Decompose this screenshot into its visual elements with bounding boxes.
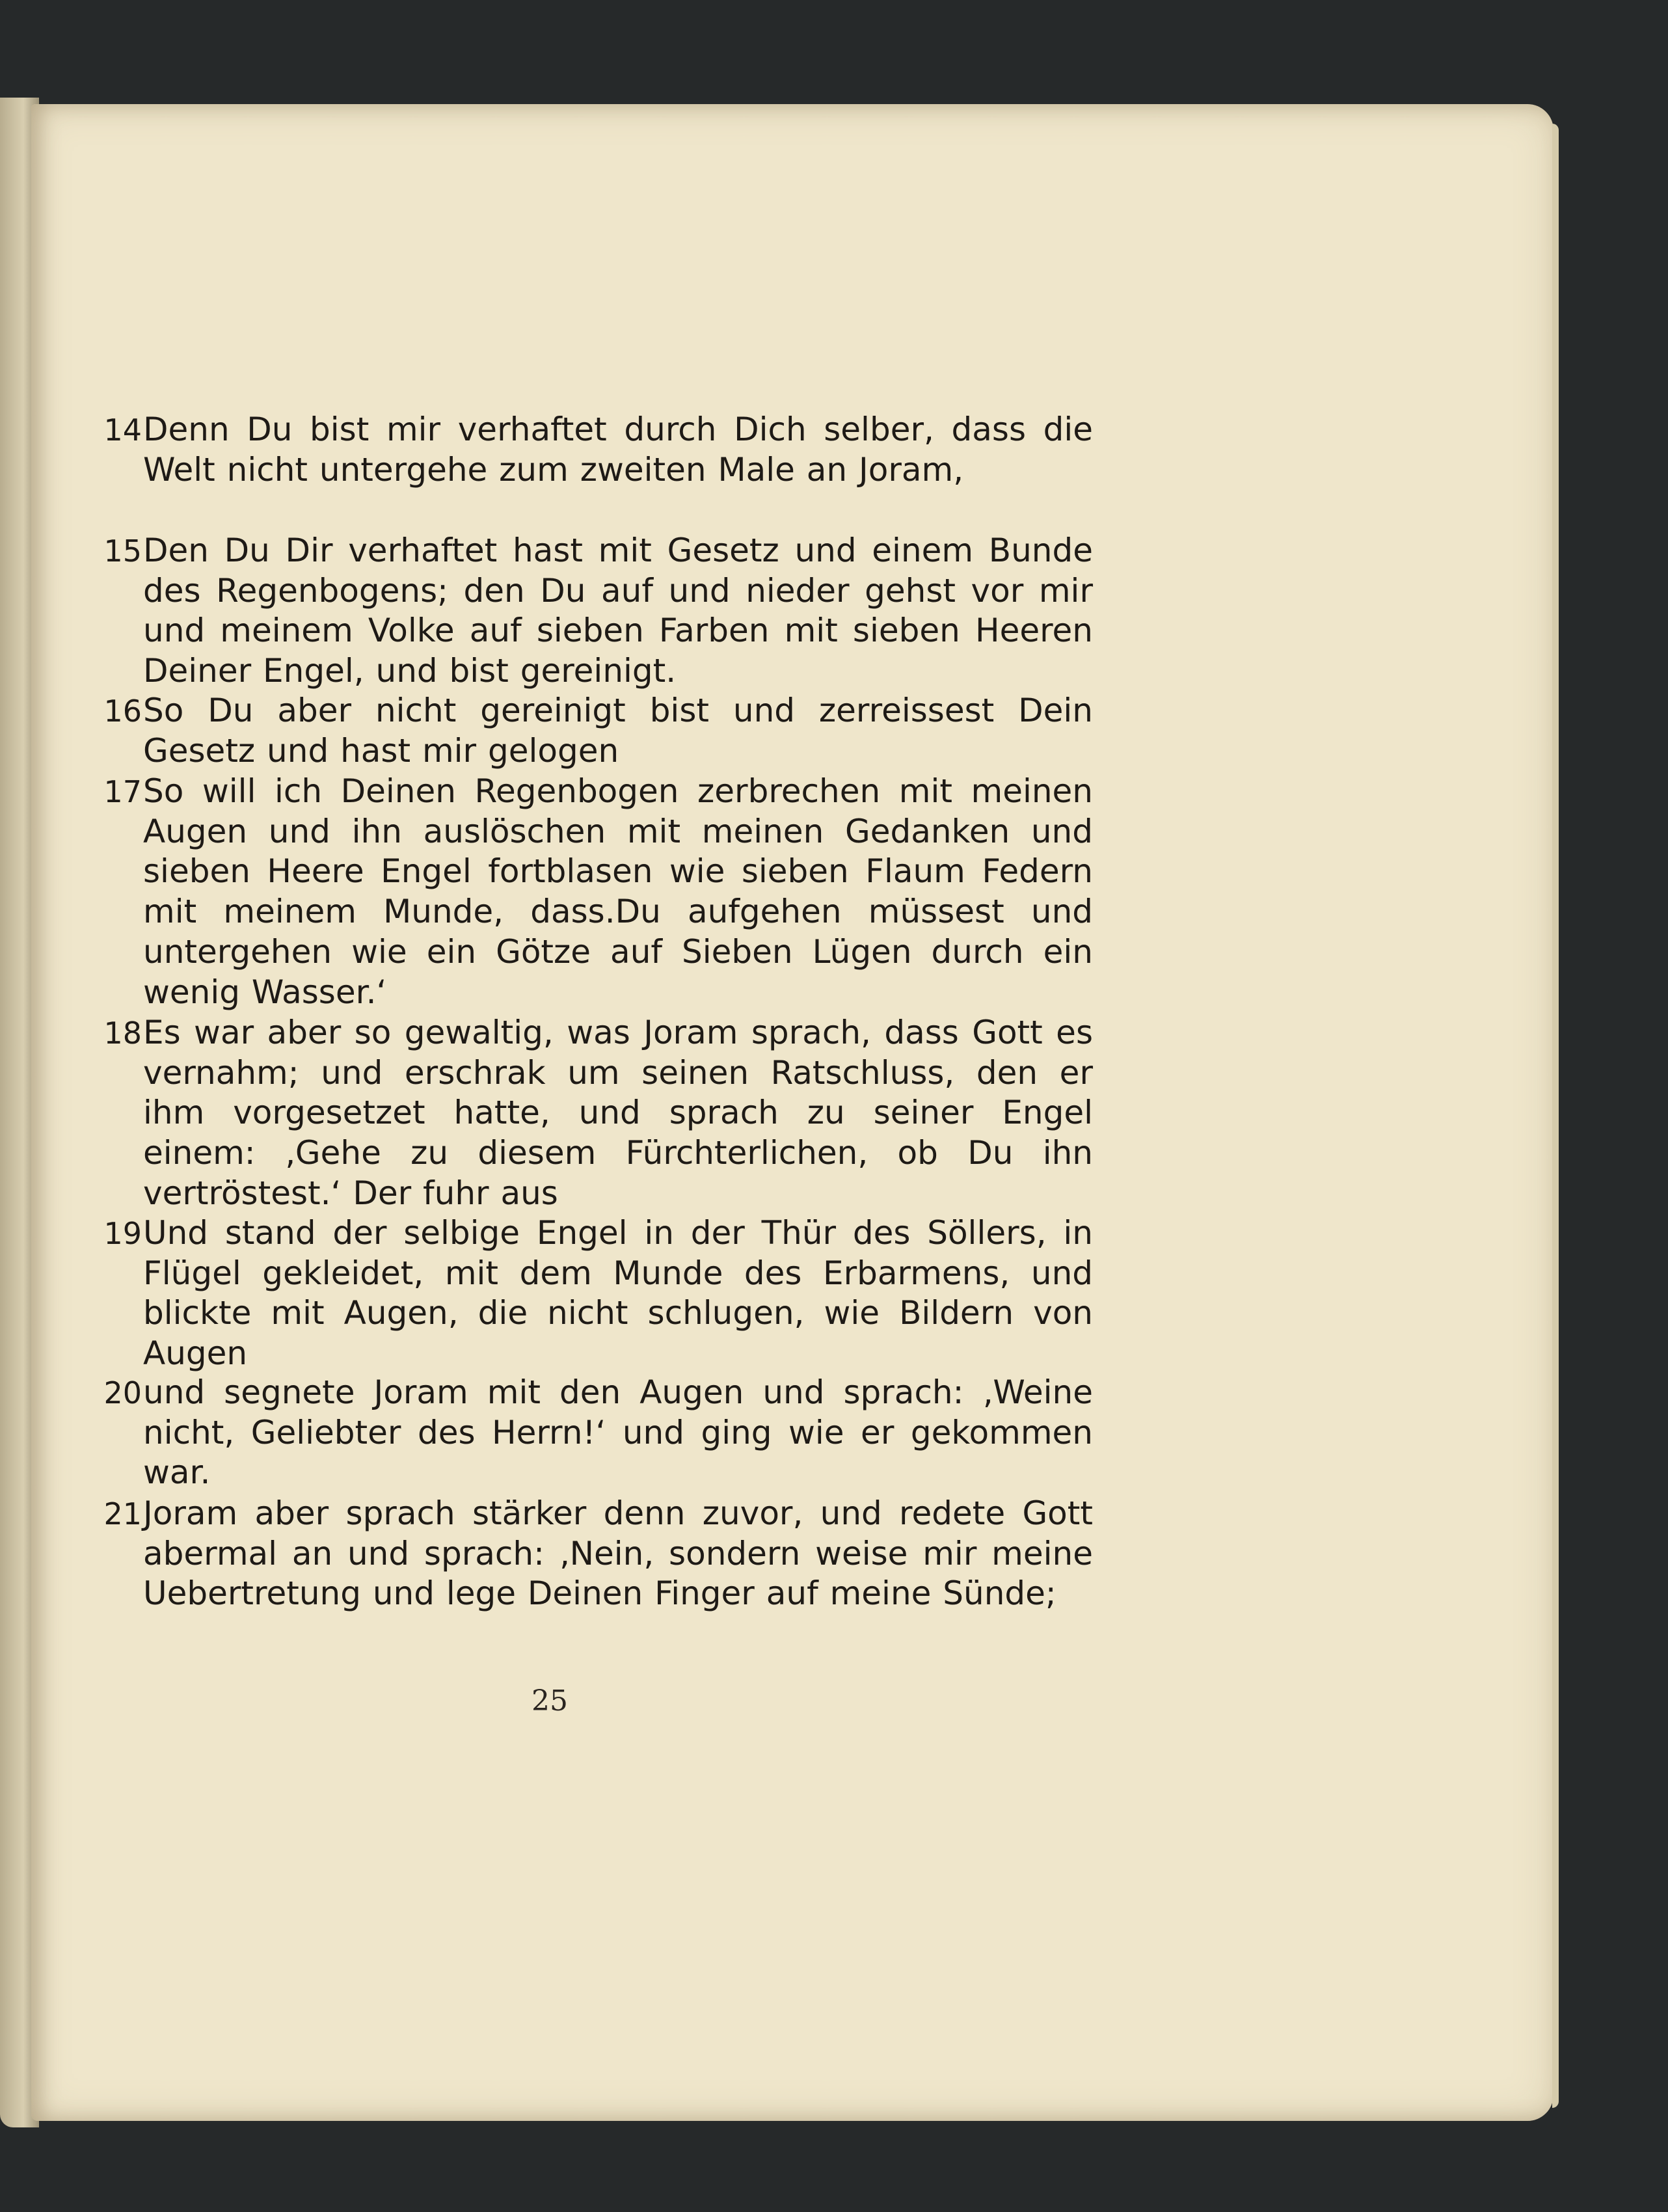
verse-number: 17 (103, 774, 142, 809)
verse-number: 19 (103, 1216, 142, 1251)
verse-number: 15 (103, 533, 142, 569)
verse-number: 18 (103, 1016, 142, 1051)
verse-text: So Du aber nicht gereinigt bist und zerreissest Dein Gesetz und hast mir gelogen (143, 692, 1093, 770)
verse-number: 21 (103, 1496, 142, 1531)
verse-text: und segnete Joram mit den Augen und sprach: ‚Weine nicht, Geliebter des Herrn!‘ und ging wie er gekommen war. (143, 1373, 1093, 1492)
page-number: 25 (531, 1684, 568, 1718)
verse-text: Und stand der selbige Engel in der Thür des Söllers, in Flügel gekleidet, mit dem Munde des Erbarmens, und blickte mit Augen, die nicht schlugen, wie Bildern von Augen (143, 1214, 1093, 1373)
verse-text: Es war aber so gewaltig, was Joram sprach, dass Gott es vernahm; und erschrak um seinen Ratschluss, den er ihm vorgesetzet hatte, und sprach zu seiner Engel einem: ‚Gehe zu diesem Fürchterlichen, ob Du ihn vertröstest.‘ Der fuhr aus (143, 1014, 1093, 1212)
verse-number: 16 (103, 694, 142, 729)
verse-text: Denn Du bist mir verhaftet durch Dich selber, dass die Welt nicht untergehe zum zweiten Male an Joram, (143, 411, 1093, 489)
verse-number: 20 (103, 1375, 142, 1410)
verse-number: 14 (103, 412, 142, 448)
verse-text: So will ich Deinen Regenbogen zerbrechen mit meinen Augen und ihn auslöschen mit meinen Gedanken und sieben Heere Engel fortblasen wie sieben Flaum Federn mit meinem Munde, dass.Du aufgehen müssest und untergehen wie ein Götze auf Sieben Lügen durch ein wenig Wasser.‘ (143, 772, 1093, 1011)
verse-text: Den Du Dir verhaftet hast mit Gesetz und einem Bunde des Regenbogens; den Du auf und nieder gehst vor mir und meinem Volke auf sieben Farben mit sieben Heeren Deiner Engel, und bist gereinigt. (143, 532, 1093, 690)
verse-text: Joram aber sprach stärker denn zuvor, und redete Gott abermal an und sprach: ‚Nein, sondern weise mir meine Uebertretung und lege Deinen Finger auf meine Sünde; (143, 1494, 1093, 1613)
